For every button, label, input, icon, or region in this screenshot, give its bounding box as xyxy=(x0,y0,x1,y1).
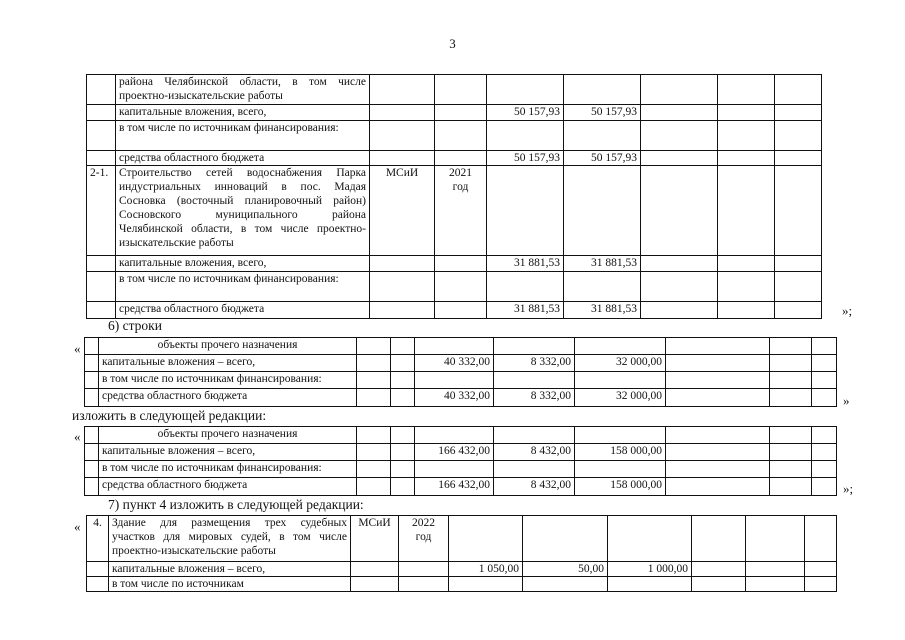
row-label: капитальные вложения – всего, xyxy=(99,355,357,372)
category-header: объекты прочего назначения xyxy=(99,427,357,444)
year-cell xyxy=(435,166,487,256)
value-cell: 158 000,00 xyxy=(575,444,666,461)
row-label: средства областного бюджета xyxy=(116,151,370,166)
year-value: 2021 xyxy=(449,167,472,179)
year-unit: год xyxy=(452,181,469,193)
value-cell: 50 157,93 xyxy=(564,105,641,121)
value-cell: 32 000,00 xyxy=(575,355,666,372)
year-unit: год xyxy=(415,531,432,543)
table-row xyxy=(87,272,822,302)
closing-quote: » xyxy=(843,393,850,408)
table-row xyxy=(85,461,837,478)
row-label: в том числе по источникам финансирования: xyxy=(116,121,370,151)
value-cell: 31 881,53 xyxy=(487,302,564,319)
value-cell: 1 000,00 xyxy=(608,562,692,577)
value-cell: 40 332,00 xyxy=(415,355,494,372)
row-label: в том числе по источникам финансирования: xyxy=(99,372,357,389)
table-row xyxy=(87,105,822,121)
row-label: средства областного бюджета xyxy=(116,302,370,319)
value-cell: 8 332,00 xyxy=(494,389,575,407)
table-row xyxy=(87,151,822,166)
opening-quote: « xyxy=(74,341,81,356)
project-name: Здание для размещения трех судебных участков для мировых судей, в том числе проектно-изыскательские работы xyxy=(109,516,351,562)
responsible-org: МСиИ xyxy=(351,516,399,562)
item-number: 2-1. xyxy=(87,166,116,256)
value-cell: 32 000,00 xyxy=(575,389,666,407)
table-item-4 xyxy=(86,515,837,592)
row-label: капитальные вложения – всего, xyxy=(109,562,351,577)
year-cell xyxy=(399,516,449,562)
project-name: Строительство сетей водоснабжения Парка индустриальных инноваций в пос. Мадая Сосновка (восточный планировочный район) Сосновского муниципального района Челябинской области, в том числе проектно-изыскательские работы xyxy=(116,166,370,256)
row-label: средства областного бюджета xyxy=(99,478,357,496)
row-label: в том числе по источникам xyxy=(109,577,351,592)
table-row xyxy=(85,372,837,389)
table-row xyxy=(87,577,837,592)
value-cell: 158 000,00 xyxy=(575,478,666,496)
value-cell: 8 332,00 xyxy=(494,355,575,372)
project-name-tail: района Челябинской области, в том числе проектно-изыскательские работы xyxy=(116,75,370,105)
table-row xyxy=(87,302,822,319)
section-heading-new: изложить в следующей редакции: xyxy=(72,408,267,423)
value-cell: 166 432,00 xyxy=(415,478,494,496)
value-cell: 1 050,00 xyxy=(449,562,523,577)
value-cell: 40 332,00 xyxy=(415,389,494,407)
page-number: 3 xyxy=(449,36,456,51)
row-label: капитальные вложения, всего, xyxy=(116,105,370,121)
value-cell: 50,00 xyxy=(523,562,608,577)
value-cell: 166 432,00 xyxy=(415,444,494,461)
category-header: объекты прочего назначения xyxy=(99,338,357,355)
value-cell: 50 157,93 xyxy=(487,151,564,166)
table-row xyxy=(87,562,837,577)
opening-quote: « xyxy=(74,519,81,534)
row-label: в том числе по источникам финансирования: xyxy=(116,272,370,302)
item-number: 4. xyxy=(87,516,109,562)
value-cell: 31 881,53 xyxy=(564,302,641,319)
row-label: в том числе по источникам финансирования: xyxy=(99,461,357,478)
table-row xyxy=(87,121,822,151)
responsible-org: МСиИ xyxy=(370,166,435,256)
table-rows-new xyxy=(84,426,837,496)
value-cell: 8 432,00 xyxy=(494,444,575,461)
table-row xyxy=(85,389,837,407)
section-heading-7: 7) пункт 4 изложить в следующей редакции: xyxy=(108,497,364,512)
section-heading-6: 6) строки xyxy=(108,318,162,333)
value-cell: 50 157,93 xyxy=(487,105,564,121)
row-label: средства областного бюджета xyxy=(99,389,357,407)
table-investments-part1 xyxy=(86,74,822,319)
table-row xyxy=(85,478,837,496)
row-label: капитальные вложения – всего, xyxy=(99,444,357,461)
value-cell: 50 157,93 xyxy=(564,151,641,166)
table-row xyxy=(85,355,837,372)
table-row xyxy=(87,75,822,105)
year-value: 2022 xyxy=(412,517,435,529)
table-row xyxy=(87,166,822,256)
value-cell: 31 881,53 xyxy=(564,256,641,272)
closing-quote: »; xyxy=(843,481,854,496)
value-cell: 31 881,53 xyxy=(487,256,564,272)
table-row xyxy=(87,516,837,562)
row-label: капитальные вложения, всего, xyxy=(116,256,370,272)
table-row xyxy=(87,256,822,272)
table-row xyxy=(85,427,837,444)
table-row xyxy=(85,444,837,461)
table-row xyxy=(85,338,837,355)
closing-quote: »; xyxy=(842,303,853,318)
table-rows-old xyxy=(84,337,837,407)
value-cell: 8 432,00 xyxy=(494,478,575,496)
opening-quote: « xyxy=(74,429,81,444)
